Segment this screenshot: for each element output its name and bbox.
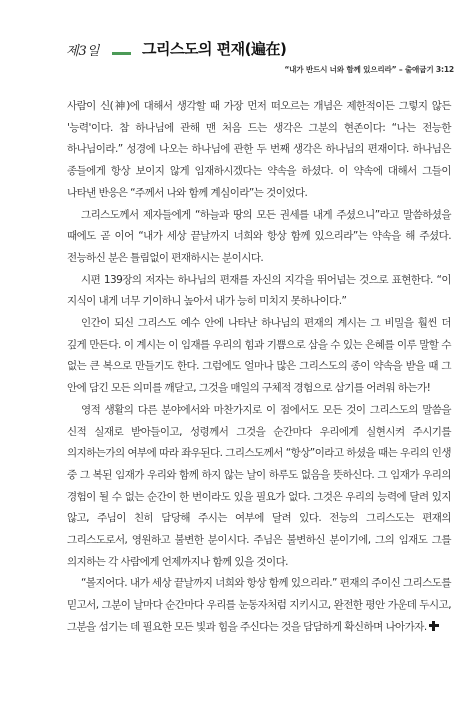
page-header [66,38,446,60]
accent-rule [112,52,131,55]
day-label: 제3일 [66,44,100,59]
paragraph: 그리스도께서 제자들에게 “하늘과 땅의 모든 권세를 내게 주셨으니”라고 말씀하셨을 때에도 곧 이어 “내가 세상 끝날까지 너희와 항상 함께 있으리라”는 약속을 해 주셨다. 전능하신 분은 틀림없이 편재하시는 분이시다. [67,208,451,264]
paragraph: 사람이 신(神)에 대해서 생각할 때 가장 먼저 떠오르는 개념은 제한적이든 그렇지 않든 '능력'이다. 참 하나님에 관해 맨 처음 드는 생각은 그분의 현존이다: “나는 전능한 하나님이라.” 성경에 나오는 하나님에 관한 두 번째 생각은 하나님의 편재이다. 하나님은 종들에게 항상 보이지 않게 임재하시겠다는 약속을 하셨다. 이 약속에 대해서 그들이 나타낸 반응은 “주께서 나와 함께 계심이라”는 것이었다. [67,100,451,199]
cross-icon [429,621,439,631]
page-title: 그리스도의 편재(遍在) [142,40,287,58]
devotional-body [67,96,451,639]
paragraph: 시편 139장의 저자는 하나님의 편재를 자신의 지각을 뛰어넘는 것으로 표현한다. “이 지식이 내게 너무 기이하니 높아서 내가 능히 미치지 못하나이다.” [67,273,451,308]
key-verse: “내가 반드시 너와 함께 있으리라” – 출애굽기 3:12 [284,65,454,74]
paragraph-text: “볼지어다. 내가 세상 끝날까지 너희와 항상 함께 있으리라.” 편재의 주이신 그리스도를 믿고서, 그분이 날마다 순간마다 우리를 눈동자처럼 지키시고, 완전한 평안 가운데 두시고, 그분을 섬기는 데 필요한 모든 빛과 힘을 주신다는 것을 담담하게 확신하며 나아가자. [67,577,451,633]
paragraph: 영적 생활의 다른 분야에서와 마찬가지로 이 점에서도 모든 것이 그리스도의 말씀을 신적 실재로 받아들이고, 성령께서 그것을 순간마다 우리에게 실현시켜 주시기를 의지하는가의 여부에 따라 좌우된다. 그리스도께서 “항상”이라고 하셨을 때는 우리의 인생 중 그 복된 임재가 우리와 함께 하지 않는 날이 하루도 없음을 뜻하신다. 그 임재가 우리의 경험이 될 수 없는 순간이 한 번이라도 있을 필요가 없다. 그것은 우리의 능력에 달려 있지 않고, 주님이 친히 담당해 주시는 여부에 달려 있다. 전능의 그리스도는 편재의 그리스도로서, 영원하고 불변한 분이시다. 주님은 불변하신 분이기에, 그의 임재도 그를 의지하는 각 사람에게 언제까지나 함께 있을 것이다. [67,403,451,568]
paragraph: 인간이 되신 그리스도 예수 안에 나타난 하나님의 편재의 계시는 그 비밀을 훨씬 더 깊게 만든다. 이 계시는 이 임재를 우리의 힘과 기쁨으로 삼을 수 있는 은혜를 이루 말할 수 없는 큰 복으로 만들기도 한다. 그럼에도 얼마나 많은 그리스도의 종이 약속을 받을 때 그 안에 담긴 모든 의미를 깨닫고, 그것을 매일의 구체적 경험으로 삼기를 어려워 하는가! [67,317,451,395]
last-paragraph [67,573,451,638]
